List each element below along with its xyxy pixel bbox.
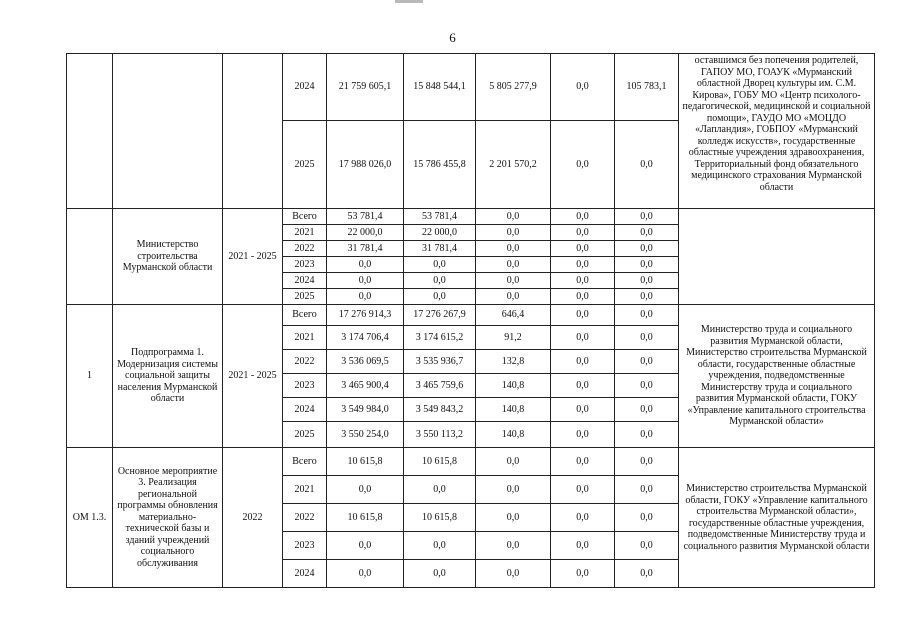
total-cell: 3 536 069,5 — [327, 350, 404, 374]
value-cell: 0,0 — [551, 448, 615, 476]
value-cell: 0,0 — [615, 241, 679, 257]
value-cell: 3 465 759,6 — [404, 374, 476, 398]
value-cell: 0,0 — [615, 422, 679, 448]
value-cell: 0,0 — [551, 121, 615, 209]
value-cell: 10 615,8 — [404, 504, 476, 532]
total-cell: 0,0 — [327, 273, 404, 289]
value-cell: 0,0 — [551, 241, 615, 257]
total-cell: 0,0 — [327, 476, 404, 504]
value-cell: 140,8 — [476, 422, 551, 448]
value-cell: 0,0 — [615, 326, 679, 350]
num-cell-empty — [67, 54, 113, 209]
value-cell: 0,0 — [615, 560, 679, 588]
value-cell: 0,0 — [476, 257, 551, 273]
value-cell: 0,0 — [551, 398, 615, 422]
value-cell: 0,0 — [476, 241, 551, 257]
num-cell: ОМ 1.3. — [67, 448, 113, 588]
value-cell: 0,0 — [615, 532, 679, 560]
value-cell: 0,0 — [615, 504, 679, 532]
executor-cell: Министерство труда и социального развития Мурманской области, Министерство строительства Мурманской области, государственные областные учреждения, подведомственные Министерству труда и социального развития Мурманской области, ГОКУ «Управление капитального строительства Мурманской области» — [679, 305, 875, 448]
value-cell: 0,0 — [404, 560, 476, 588]
value-cell: 0,0 — [551, 422, 615, 448]
value-cell: 0,0 — [551, 273, 615, 289]
value-cell: 0,0 — [615, 121, 679, 209]
value-cell: 0,0 — [551, 326, 615, 350]
year-cell: Всего — [283, 305, 327, 326]
total-cell: 17 276 914,3 — [327, 305, 404, 326]
year-cell: 2024 — [283, 398, 327, 422]
value-cell: 17 276 267,9 — [404, 305, 476, 326]
year-cell: Всего — [283, 209, 327, 225]
page-number: 6 — [449, 30, 456, 45]
value-cell: 0,0 — [551, 374, 615, 398]
table-row — [67, 54, 875, 121]
year-cell: 2024 — [283, 560, 327, 588]
program-funding-table — [66, 53, 875, 588]
total-cell: 3 549 984,0 — [327, 398, 404, 422]
top-scan-mark — [395, 0, 423, 3]
table-row — [67, 209, 875, 225]
year-cell: 2021 — [283, 476, 327, 504]
table-row — [67, 448, 875, 476]
value-cell: 10 615,8 — [404, 448, 476, 476]
value-cell: 31 781,4 — [404, 241, 476, 257]
name-cell-empty — [113, 54, 223, 209]
ministry-name-cell: Министерство строительства Мурманской области — [113, 209, 223, 305]
total-cell: 0,0 — [327, 289, 404, 305]
year-cell: 2023 — [283, 374, 327, 398]
value-cell: 0,0 — [615, 350, 679, 374]
value-cell: 0,0 — [404, 476, 476, 504]
value-cell: 0,0 — [551, 289, 615, 305]
value-cell: 0,0 — [476, 504, 551, 532]
executor-cell-empty — [679, 209, 875, 305]
value-cell: 0,0 — [551, 532, 615, 560]
total-cell: 10 615,8 — [327, 504, 404, 532]
value-cell: 3 550 113,2 — [404, 422, 476, 448]
value-cell: 0,0 — [551, 54, 615, 121]
value-cell: 15 786 455,8 — [404, 121, 476, 209]
total-cell: 17 988 026,0 — [327, 121, 404, 209]
num-cell: 1 — [67, 305, 113, 448]
executor-cell: оставшимся без попечения родителей, ГАПОУ МО, ГОАУК «Мурманский областной Дворец культуры им. С.М. Кирова», ГОБУ МО «Центр психолого-педагогической, медицинской и социальной помощи», ГАУДО МО «МОЦДО «Лапландия», ГОБПОУ «Мурманский колледж искусств», государственные областные учреждения здравоохранения, Территориальный фонд обязательного медицинского страхования Мурманской области — [679, 54, 875, 209]
year-cell: 2024 — [283, 54, 327, 121]
executor-cell: Министерство строительства Мурманской области, ГОКУ «Управление капитального строительства Мурманской области», государственные областные учреждения, подведомственные Министерству труда и социального развития Мурманской области — [679, 448, 875, 588]
total-cell: 53 781,4 — [327, 209, 404, 225]
num-cell-empty — [67, 209, 113, 305]
subprogram-name-cell: Подпрограмма 1. Модернизация системы социальной защиты населения Мурманской области — [113, 305, 223, 448]
value-cell: 0,0 — [615, 209, 679, 225]
value-cell: 0,0 — [551, 504, 615, 532]
value-cell: 91,2 — [476, 326, 551, 350]
value-cell: 0,0 — [615, 225, 679, 241]
value-cell: 646,4 — [476, 305, 551, 326]
value-cell: 0,0 — [615, 374, 679, 398]
total-cell: 0,0 — [327, 257, 404, 273]
value-cell: 0,0 — [476, 448, 551, 476]
value-cell: 2 201 570,2 — [476, 121, 551, 209]
value-cell: 0,0 — [404, 257, 476, 273]
value-cell: 0,0 — [615, 398, 679, 422]
value-cell: 140,8 — [476, 398, 551, 422]
total-cell: 0,0 — [327, 532, 404, 560]
value-cell: 140,8 — [476, 374, 551, 398]
year-cell: 2022 — [283, 241, 327, 257]
year-cell: 2021 — [283, 225, 327, 241]
year-cell: 2023 — [283, 532, 327, 560]
value-cell: 0,0 — [551, 560, 615, 588]
value-cell: 0,0 — [615, 257, 679, 273]
year-cell: 2021 — [283, 326, 327, 350]
value-cell: 0,0 — [404, 289, 476, 305]
value-cell: 0,0 — [404, 273, 476, 289]
year-cell: 2022 — [283, 350, 327, 374]
year-cell: Всего — [283, 448, 327, 476]
year-cell: 2023 — [283, 257, 327, 273]
period-cell: 2022 — [223, 448, 283, 588]
total-cell: 21 759 605,1 — [327, 54, 404, 121]
period-cell: 2021 - 2025 — [223, 209, 283, 305]
year-cell: 2024 — [283, 273, 327, 289]
total-cell: 31 781,4 — [327, 241, 404, 257]
value-cell: 22 000,0 — [404, 225, 476, 241]
value-cell: 0,0 — [615, 273, 679, 289]
value-cell: 0,0 — [476, 273, 551, 289]
total-cell: 0,0 — [327, 560, 404, 588]
value-cell: 0,0 — [476, 209, 551, 225]
value-cell: 0,0 — [476, 225, 551, 241]
value-cell: 0,0 — [615, 305, 679, 326]
value-cell: 105 783,1 — [615, 54, 679, 121]
total-cell: 3 174 706,4 — [327, 326, 404, 350]
period-cell: 2021 - 2025 — [223, 305, 283, 448]
total-cell: 3 465 900,4 — [327, 374, 404, 398]
value-cell: 3 174 615,2 — [404, 326, 476, 350]
value-cell: 0,0 — [551, 350, 615, 374]
value-cell: 0,0 — [615, 476, 679, 504]
table-row — [67, 305, 875, 326]
value-cell: 0,0 — [551, 305, 615, 326]
value-cell: 3 549 843,2 — [404, 398, 476, 422]
period-cell-empty — [223, 54, 283, 209]
year-cell: 2025 — [283, 121, 327, 209]
value-cell: 0,0 — [404, 532, 476, 560]
value-cell: 0,0 — [476, 532, 551, 560]
value-cell: 15 848 544,1 — [404, 54, 476, 121]
value-cell: 0,0 — [551, 476, 615, 504]
total-cell: 22 000,0 — [327, 225, 404, 241]
total-cell: 3 550 254,0 — [327, 422, 404, 448]
value-cell: 0,0 — [551, 225, 615, 241]
value-cell: 0,0 — [551, 257, 615, 273]
value-cell: 0,0 — [476, 476, 551, 504]
measure-name-cell: Основное мероприятие 3. Реализация региональной программы обновления материально-технической базы и зданий учреждений социального обслуживания — [113, 448, 223, 588]
value-cell: 3 535 936,7 — [404, 350, 476, 374]
year-cell: 2025 — [283, 422, 327, 448]
year-cell: 2025 — [283, 289, 327, 305]
year-cell: 2022 — [283, 504, 327, 532]
value-cell: 132,8 — [476, 350, 551, 374]
value-cell: 0,0 — [551, 209, 615, 225]
value-cell: 0,0 — [615, 289, 679, 305]
total-cell: 10 615,8 — [327, 448, 404, 476]
value-cell: 5 805 277,9 — [476, 54, 551, 121]
value-cell: 0,0 — [615, 448, 679, 476]
value-cell: 0,0 — [476, 289, 551, 305]
value-cell: 0,0 — [476, 560, 551, 588]
value-cell: 53 781,4 — [404, 209, 476, 225]
